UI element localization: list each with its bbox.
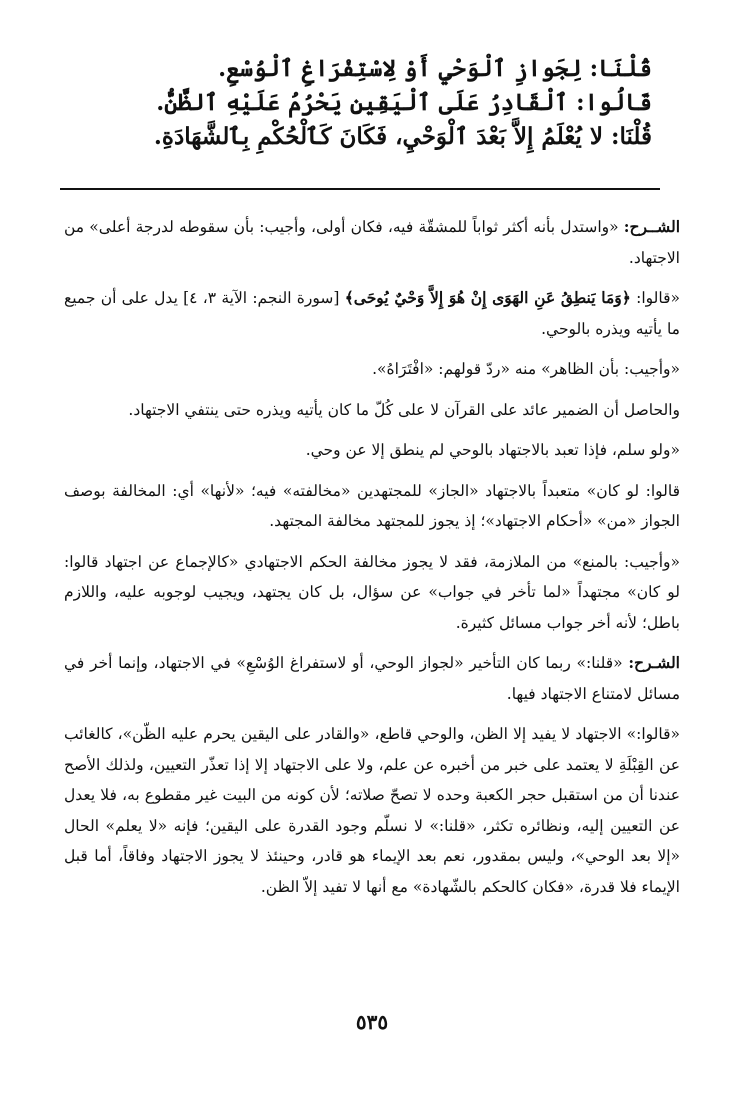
commentary-paragraph-3: «وأجيب: بأن الظاهر» منه «ردّ قولهم: «افْتَرَاهُ». <box>372 360 680 378</box>
matn-text <box>92 52 652 154</box>
commentary-heading: الشــرح: <box>623 217 680 236</box>
commentary-paragraph-9: «قالوا:» الاجتهاد لا يفيد إلا الظن، والوحي قاطع، «والقادر على اليقين يحرم عليه الظّن»، كالغائب عن القِبْلَةِ لا يعتمد على خبر من أخبره عن علم، ولا على الاجتهاد إلا إذا تعذّر التعيين، ولذلك الأصح عندنا أن من استقبل حجر الكعبة وحده لا تصحّ صلاته؛ لأن كونه من البيت غير مقطوع به، فلا يعدل عن التعيين إليه، ونظائره تكثر، «قلنا:» لا نسلّم وجود القدرة على اليقين؛ فإنه «لا يعلم» الحال «إلا بعد الوحي»، وليس بمقدور، نعم بعد الإيماء هو قادر، وحينئذ لا يجوز الاجتهاد وفاقاً، أما قبل الإيماء فلا قدرة، «فكان كالحكم بالشّهادة» مع أنها لا تفيد إلاّ الظن. <box>64 725 680 896</box>
commentary-text-2a: «قالوا: <box>630 289 680 307</box>
quran-verse: ﴿وَمَا يَنطِقُ عَنِ الهَوَى إِنْ هُوَ إِلاَّ وَحْيٌ يُوحَى﴾ <box>344 288 631 307</box>
commentary-paragraph-1 <box>64 212 680 273</box>
commentary-paragraph-4: والحاصل أن الضمير عائد على القرآن لا على كُلّ ما كان يأتيه ويذره حتى ينتفي الاجتهاد. <box>128 400 680 419</box>
matn-line-3: قُلْنَا: لا يُعْلَمُ إِلاَّ بَعْدَ ٱلْوَحْيِ، فَكَانَ كَٱلْحُكْمِ بِٱلشَّهَادَةِ. <box>153 123 652 150</box>
matn-line-1: قُلْنَا: لِجَوازِ ٱلْوَحْيِ أَوْ لِاسْتِفْرَاغِ ٱلْوُسْعِ. <box>218 55 652 82</box>
commentary-heading-2: الشـرح: <box>628 653 680 672</box>
commentary-paragraph-8 <box>64 648 680 709</box>
commentary-paragraph-6: قالوا: لو كان» متعبداً بالاجتهاد «الجاز» للمجتهدين «مخالفته» فيه؛ «لأنها» أي: المخالفة بوصف الجواز «من» «أحكام الاجتهاد»؛ إذ يجوز للمجتهد مخالفة المجتهد. <box>64 481 680 530</box>
commentary-paragraph-2 <box>64 283 680 344</box>
page-number: ٥٣٥ <box>355 1010 389 1034</box>
commentary-paragraph-5: «ولو سلم، فإذا تعبد بالاجتهاد بالوحي لم ينطق إلا عن وحي. <box>305 441 680 459</box>
commentary-paragraph-7: «وأجيب: بالمنع» من الملازمة، فقد لا يجوز مخالفة الحكم الاجتهادي «كالإجماع عن اجتهاد قالوا: لو كان» مجتهداً «لما تأخر في جواب» عن سؤال، بل كان يجتهد، ويجيب لوجوبه عليه، واللازم باطل؛ لأنه أخر جواب مسائل كثيرة. <box>64 552 680 632</box>
commentary-text-1: «واستدل بأنه أكثر ثواباً للمشقّة فيه، فكان أولى، وأجيب: بأن سقوطه لدرجة أعلى» من الاجتهاد. <box>64 218 680 267</box>
commentary-text-8: «قلنا:» ربما كان التأخير «لجواز الوحي، أو لاستفراغ الوُسْعِ» في الاجتهاد، وإنما أخر في مسائل لامتناع الاجتهاد فيها. <box>64 654 680 703</box>
section-divider <box>60 188 660 190</box>
commentary-text-2b: [سورة النجم: الآية ٣، ٤] يدل على أن جميع ما يأتيه ويذره بالوحي. <box>64 289 680 338</box>
matn-line-2: قَالُوا: ٱلْقَادِرُ عَلَى ٱلْيَقِينِ يَحْرُمُ عَلَيْهِ ٱلظَّنُّ. <box>156 89 652 116</box>
commentary-text <box>64 212 680 910</box>
